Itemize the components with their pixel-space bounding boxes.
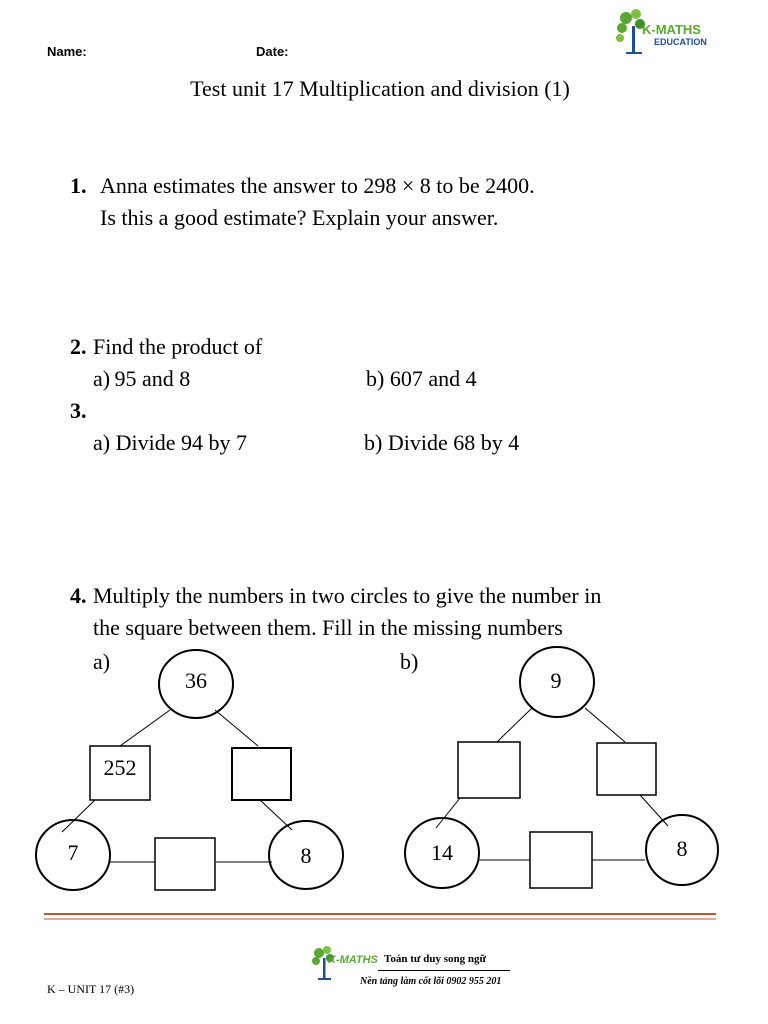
logo-sub: EDUCATION xyxy=(654,37,707,47)
footer-tagline-underline xyxy=(378,970,510,971)
q3-number: 3. xyxy=(70,398,87,423)
q3-part-b: b) Divide 68 by 4 xyxy=(364,430,520,455)
q4-line2: the square between them. Fill in the missing numbers xyxy=(93,615,563,640)
date-label: Date: xyxy=(256,44,289,59)
pyramid-a-bottom-right-value: 8 xyxy=(300,843,312,868)
pyramid-b-left-square[interactable] xyxy=(458,742,520,798)
q4-part-a-label: a) xyxy=(93,649,111,674)
q2-part-b: b) 607 and 4 xyxy=(366,366,477,391)
pyramid-b-top-value: 9 xyxy=(550,668,562,693)
pyramid-b-right-square[interactable] xyxy=(597,743,656,795)
footer-logo xyxy=(308,944,528,994)
q4-part-b-label: b) xyxy=(400,649,419,674)
footer-tagline: Toán tư duy song ngữ xyxy=(384,953,487,965)
footer-brand: K-MATHS xyxy=(328,954,378,966)
q2-prompt: Find the product of xyxy=(93,334,263,359)
q2-part-a: a) 95 and 8 xyxy=(93,366,191,391)
page-title: Test unit 17 Multiplication and division (1) xyxy=(190,76,570,101)
q1-line2: Is this a good estimate? Explain your answer. xyxy=(100,205,499,230)
pyramid-a-top-value: 36 xyxy=(185,668,207,693)
pyramid-a-bottom-square[interactable] xyxy=(155,838,215,890)
q4-line1: Multiply the numbers in two circles to give the number in xyxy=(93,583,602,608)
pyramid-a-right-square[interactable] xyxy=(232,748,291,800)
footer-subline: Nền tảng làm cốt lõi 0902 955 201 xyxy=(360,976,502,987)
pyramid-a-left-square-value: 252 xyxy=(103,755,137,780)
q2-number: 2. xyxy=(70,334,87,359)
q1-number: 1. xyxy=(70,173,87,198)
name-label: Name: xyxy=(47,44,87,59)
logo-brand: K-MATHS xyxy=(642,22,701,37)
pyramid-b-bottom-square[interactable] xyxy=(530,832,592,888)
footer-code: K – UNIT 17 (#3) xyxy=(47,982,135,996)
pyramid-b-bottom-right-value: 8 xyxy=(676,836,688,861)
pyramid-b-bottom-left-value: 14 xyxy=(431,840,453,865)
q1-line1: Anna estimates the answer to 298 × 8 to be 2400. xyxy=(100,173,535,198)
q3-part-a: a) Divide 94 by 7 xyxy=(93,430,247,455)
pyramid-a-bottom-left-value: 7 xyxy=(67,840,79,865)
q4-number: 4. xyxy=(70,583,87,608)
